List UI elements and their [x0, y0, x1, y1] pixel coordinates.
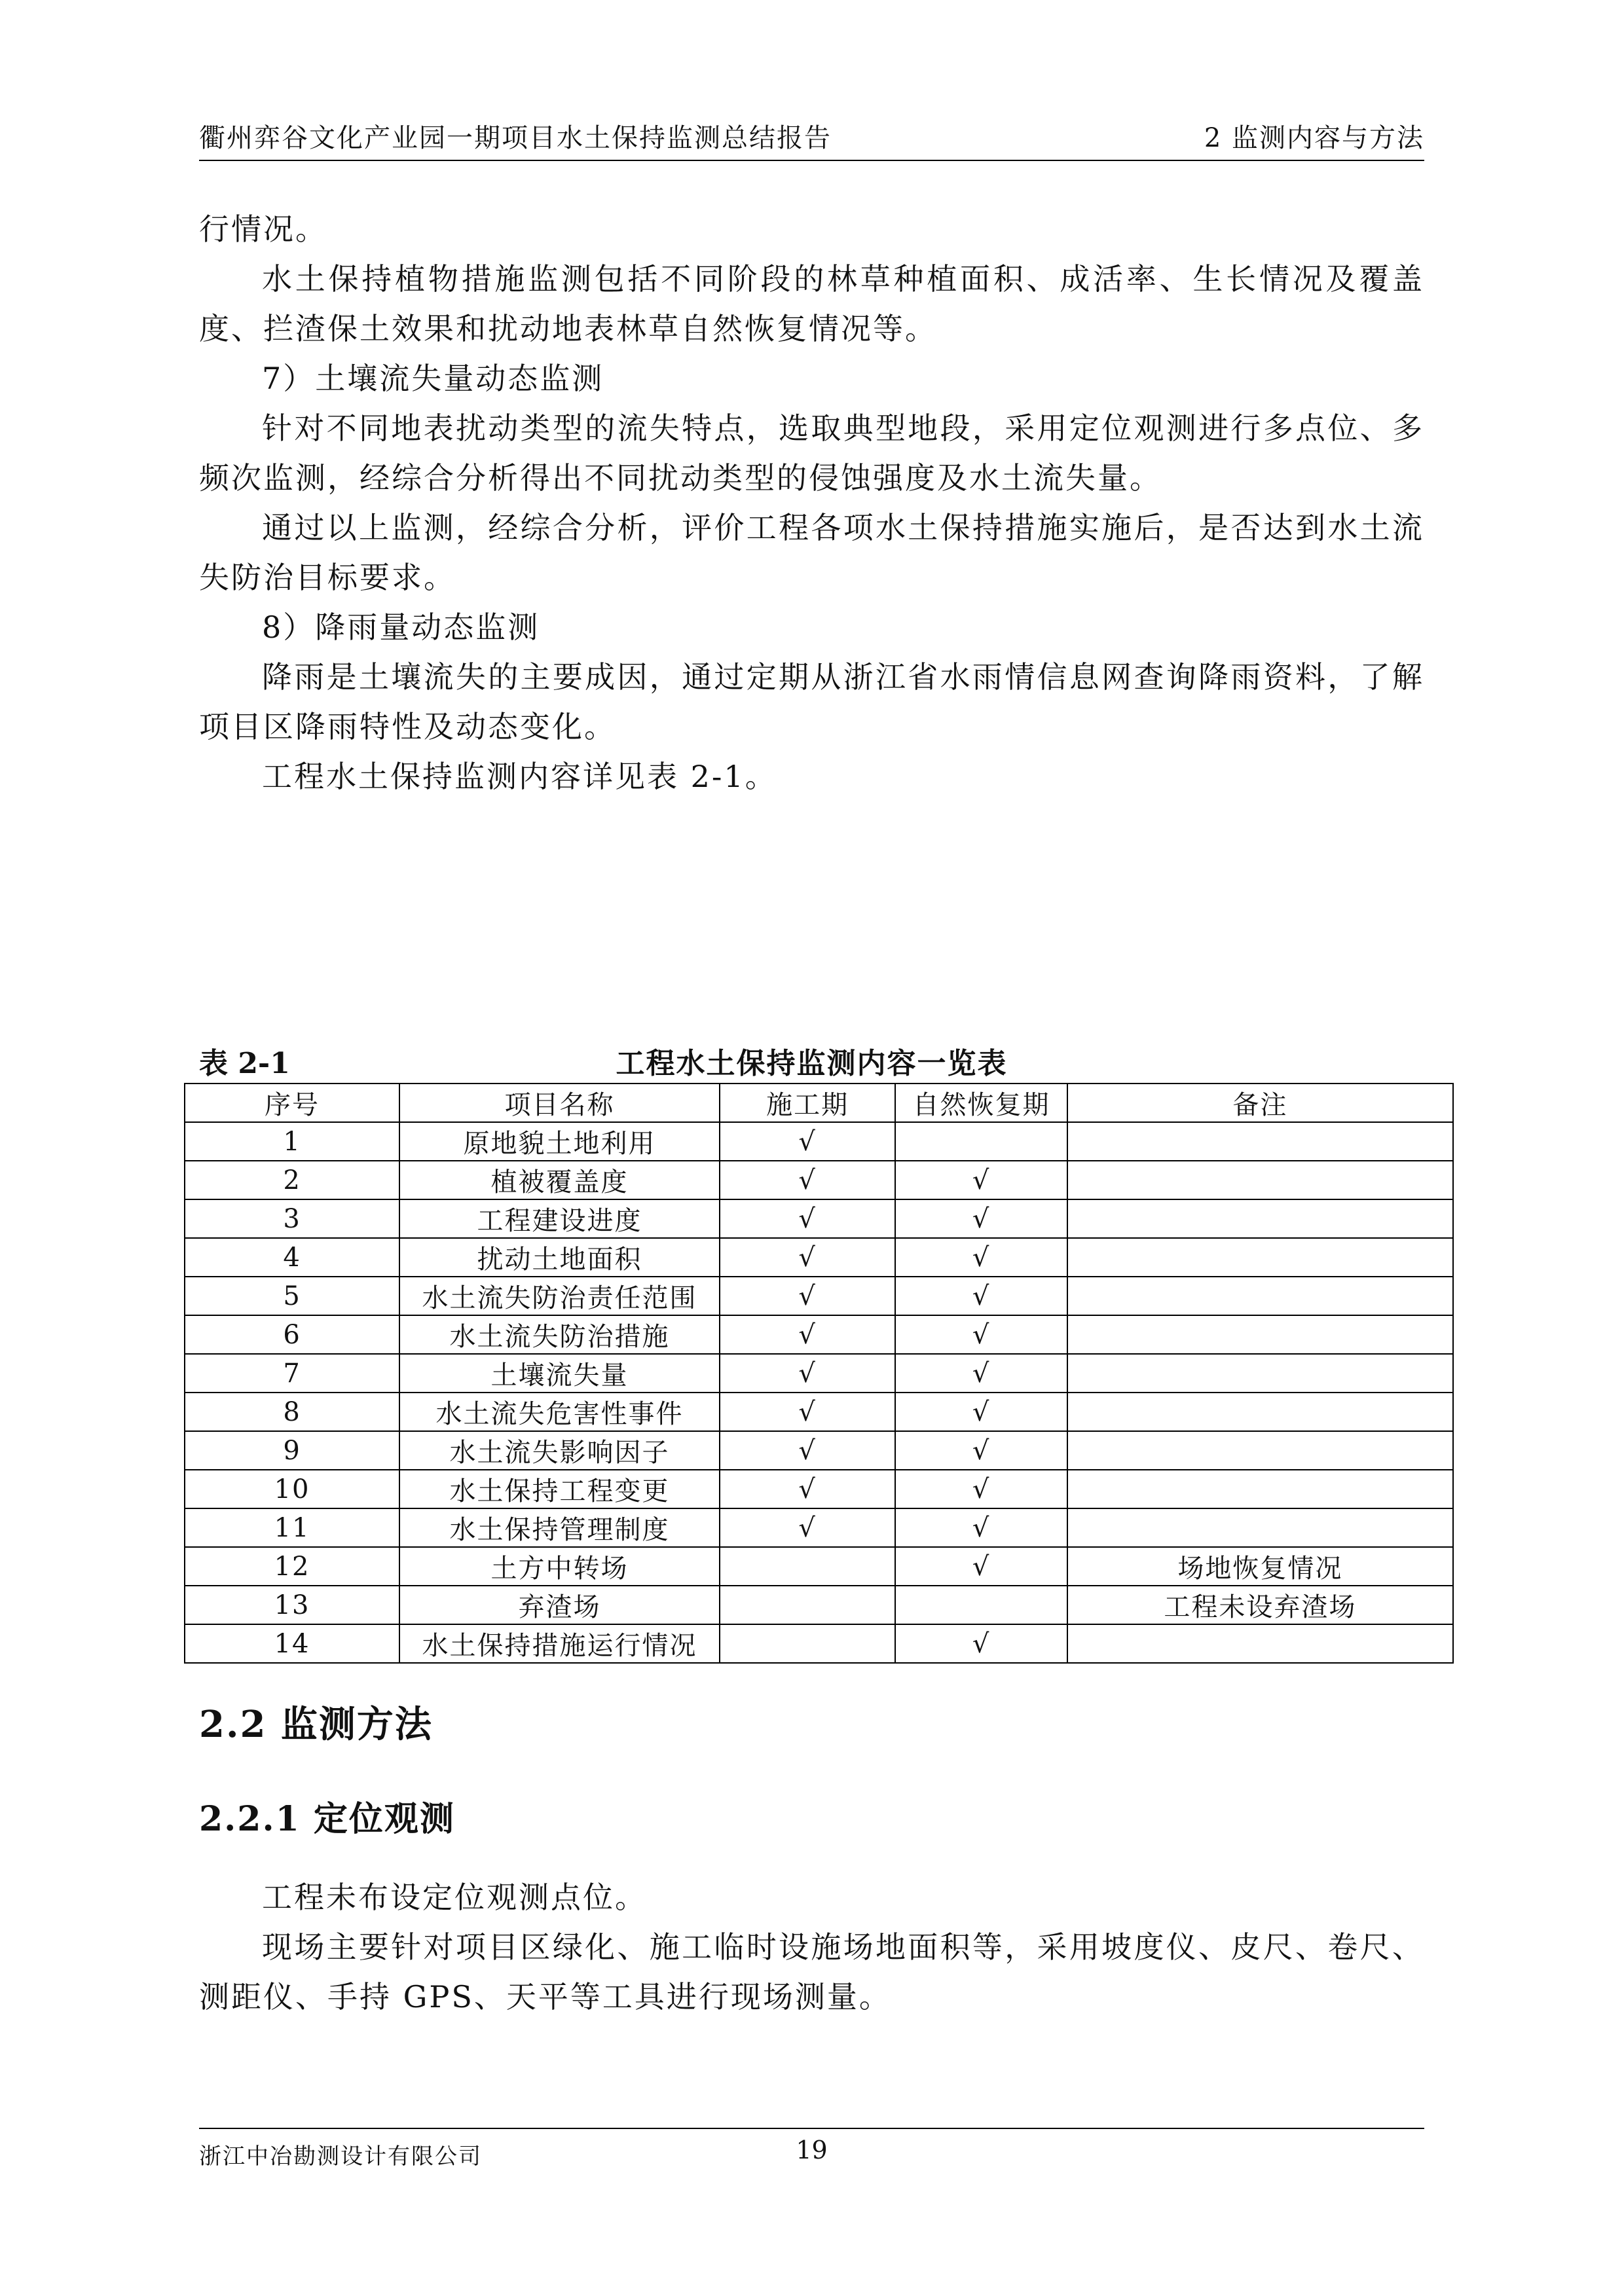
table-row — [185, 1508, 1453, 1547]
table-cell: 7 — [185, 1354, 399, 1393]
company-name: 浙江中冶勘测设计有限公司 — [199, 2143, 482, 2170]
table-row — [185, 1624, 1453, 1663]
table-cell: 1 — [185, 1122, 399, 1161]
table-cell — [1067, 1624, 1453, 1663]
table-cell: √ — [895, 1393, 1067, 1431]
table-row — [185, 1431, 1453, 1470]
table-cell: 扰动土地面积 — [399, 1238, 720, 1277]
table-cell: √ — [895, 1315, 1067, 1354]
table-row — [185, 1199, 1453, 1238]
monitoring-content-table — [184, 1083, 1454, 1664]
table-cell: 水土保持措施运行情况 — [399, 1624, 720, 1663]
table-cell: √ — [895, 1547, 1067, 1586]
table-cell — [1067, 1199, 1453, 1238]
list-heading: 8）降雨量动态监测 — [262, 610, 540, 645]
paragraph: 工程未布设定位观测点位。 — [262, 1880, 647, 1915]
paragraph: 行情况。 — [199, 211, 327, 247]
page-number: 19 — [796, 2136, 828, 2164]
table-cell: 场地恢复情况 — [1067, 1547, 1453, 1586]
table-cell: 工程未设弃渣场 — [1067, 1586, 1453, 1624]
table-cell: 土壤流失量 — [399, 1354, 720, 1393]
table-cell: 2 — [185, 1161, 399, 1199]
table-cell: √ — [720, 1354, 895, 1393]
table-cell: √ — [895, 1199, 1067, 1238]
chapter-title: 2 监测内容与方法 — [1204, 123, 1424, 153]
table-cell: 土方中转场 — [399, 1547, 720, 1586]
header-cell: 项目名称 — [399, 1084, 720, 1122]
paragraph: 工程水土保持监测内容详见表 2-1。 — [262, 759, 777, 794]
page-header — [199, 110, 1424, 161]
table-cell: √ — [895, 1470, 1067, 1508]
body-text — [199, 1872, 1424, 2022]
table-cell: 14 — [185, 1624, 399, 1663]
table-cell: 弃渣场 — [399, 1586, 720, 1624]
table-title: 工程水土保持监测内容一览表 — [616, 1047, 1008, 1080]
table-cell: √ — [720, 1393, 895, 1431]
body-text — [199, 204, 1424, 801]
paragraph: 水土保持植物措施监测包括不同阶段的林草种植面积、成活率、生长情况及覆盖度、拦渣保土效果和扰动地表林草自然恢复情况等。 — [199, 261, 1424, 346]
table-cell: √ — [720, 1122, 895, 1161]
table-cell: 水土流失危害性事件 — [399, 1393, 720, 1431]
table-cell: 水土保持工程变更 — [399, 1470, 720, 1508]
subsection-heading: 2.2.1 定位观测 — [199, 1799, 455, 1839]
table-cell — [1067, 1354, 1453, 1393]
table-cell: 5 — [185, 1277, 399, 1315]
paragraph: 针对不同地表扰动类型的流失特点，选取典型地段，采用定位观测进行多点位、多频次监测，经综合分析得出不同扰动类型的侵蚀强度及水土流失量。 — [199, 410, 1424, 496]
table-cell: 3 — [185, 1199, 399, 1238]
table-row — [185, 1470, 1453, 1508]
table-row — [185, 1315, 1453, 1354]
table-cell — [1067, 1508, 1453, 1547]
table-cell — [720, 1586, 895, 1624]
table-number: 表 2-1 — [199, 1047, 290, 1080]
table-cell: 10 — [185, 1470, 399, 1508]
table-cell: √ — [895, 1431, 1067, 1470]
table-cell: 工程建设进度 — [399, 1199, 720, 1238]
table-cell — [1067, 1470, 1453, 1508]
table-cell — [1067, 1122, 1453, 1161]
table-cell: 9 — [185, 1431, 399, 1470]
table-cell: 4 — [185, 1238, 399, 1277]
table-cell: 水土流失影响因子 — [399, 1431, 720, 1470]
table-cell — [1067, 1393, 1453, 1431]
table-row — [185, 1277, 1453, 1315]
table-cell — [720, 1624, 895, 1663]
table-cell: √ — [720, 1199, 895, 1238]
table-row — [185, 1122, 1453, 1161]
table-cell — [895, 1122, 1067, 1161]
table-cell — [1067, 1431, 1453, 1470]
table-cell: √ — [720, 1277, 895, 1315]
table-cell: 11 — [185, 1508, 399, 1547]
table-caption — [199, 1040, 1424, 1079]
table-row — [185, 1586, 1453, 1624]
table-cell — [1067, 1161, 1453, 1199]
table-row — [185, 1354, 1453, 1393]
table-cell — [1067, 1277, 1453, 1315]
header-cell: 序号 — [185, 1084, 399, 1122]
report-title: 衢州弈谷文化产业园一期项目水土保持监测总结报告 — [199, 123, 832, 153]
table-row — [185, 1547, 1453, 1586]
paragraph: 现场主要针对项目区绿化、施工临时设施场地面积等，采用坡度仪、皮尺、卷尺、测距仪、手持 GPS、天平等工具进行现场测量。 — [199, 1929, 1424, 2014]
section-heading: 2.2 监测方法 — [199, 1703, 433, 1746]
table-cell — [720, 1547, 895, 1586]
table-cell: √ — [895, 1161, 1067, 1199]
table-cell: 植被覆盖度 — [399, 1161, 720, 1199]
table-cell — [1067, 1315, 1453, 1354]
header-cell: 备注 — [1067, 1084, 1453, 1122]
table-cell: √ — [895, 1354, 1067, 1393]
list-heading: 7）土壤流失量动态监测 — [262, 361, 604, 396]
table-cell: √ — [895, 1277, 1067, 1315]
table-cell: √ — [720, 1238, 895, 1277]
table-row — [185, 1238, 1453, 1277]
table-cell: 原地貌土地利用 — [399, 1122, 720, 1161]
header-cell: 自然恢复期 — [895, 1084, 1067, 1122]
table-row — [185, 1161, 1453, 1199]
table-cell: √ — [895, 1508, 1067, 1547]
table-cell: 水土保持管理制度 — [399, 1508, 720, 1547]
table-cell: 6 — [185, 1315, 399, 1354]
table-cell: 8 — [185, 1393, 399, 1431]
page-footer — [199, 2128, 1424, 2168]
table-cell: 13 — [185, 1586, 399, 1624]
paragraph: 通过以上监测，经综合分析，评价工程各项水土保持措施实施后，是否达到水土流失防治目标要求。 — [199, 510, 1424, 595]
table-cell: √ — [720, 1431, 895, 1470]
table-header-row — [185, 1084, 1453, 1122]
table-cell: √ — [720, 1470, 895, 1508]
table-cell: √ — [895, 1238, 1067, 1277]
table-cell: 12 — [185, 1547, 399, 1586]
table-cell: 水土流失防治责任范围 — [399, 1277, 720, 1315]
header-cell: 施工期 — [720, 1084, 895, 1122]
table-cell: 水土流失防治措施 — [399, 1315, 720, 1354]
table-cell: √ — [895, 1624, 1067, 1663]
paragraph: 降雨是土壤流失的主要成因，通过定期从浙江省水雨情信息网查询降雨资料，了解项目区降雨特性及动态变化。 — [199, 659, 1424, 744]
table-cell: √ — [720, 1508, 895, 1547]
table-cell: √ — [720, 1161, 895, 1199]
table-cell — [895, 1586, 1067, 1624]
table-cell: √ — [720, 1315, 895, 1354]
table-cell — [1067, 1238, 1453, 1277]
table-row — [185, 1393, 1453, 1431]
